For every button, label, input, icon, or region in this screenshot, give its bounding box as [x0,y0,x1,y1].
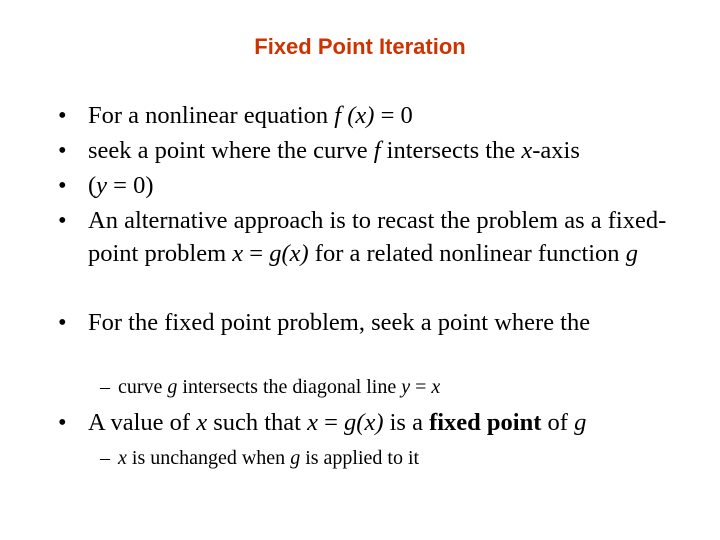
text-run: ( [88,172,97,199]
math-g: g [290,447,301,469]
bullet-fixed-point-problem [58,306,668,339]
bullet-text [88,134,668,167]
math-y: y [401,376,411,398]
subbullet-marker: – [100,376,110,398]
math-y: y [96,172,108,199]
text-run: is applied to it [300,447,420,469]
math-x: x [307,409,318,436]
text-run: for a related nonlinear function [308,240,626,267]
text-run: seek a point where the curve [88,137,374,164]
math-g: g [574,409,587,436]
bullet-marker: • [58,137,67,164]
bullet-text [88,204,668,270]
math-x-arg: (x) [347,102,375,129]
math-g: g [625,240,638,267]
math-x: x [521,137,533,164]
text-run: is unchanged when [126,447,291,469]
bullet-seek-point [58,134,668,167]
text-run: = [410,376,432,398]
text-run: For a nonlinear equation [88,102,335,129]
math-g: g [167,376,178,398]
math-f: f [373,137,381,164]
text-run: of [541,409,575,436]
subbullet-unchanged [100,445,680,471]
bullet-text [88,406,668,439]
text-run: such that [207,409,308,436]
text-run: is a [383,409,430,436]
bullet-fixed-point-definition [58,406,668,439]
text-run: An alternative approach is to recast the problem as a fixed-point problem [88,207,667,267]
bullet-text [88,99,668,132]
math-x: x [118,447,127,469]
slide-title: Fixed Point Iteration [254,34,466,59]
bullet-marker: • [58,102,67,129]
math-gx: g(x) [269,240,309,267]
text-run: = 0) [107,172,154,199]
subbullet-diagonal-line [100,374,680,400]
subbullet-marker: – [100,447,110,469]
bullet-marker: • [58,207,67,234]
bullet-nonlinear-equation [58,99,668,132]
text-run: intersects the [380,137,522,164]
bullet-y-zero [58,169,668,202]
text-run: = [317,409,345,436]
bullet-text [88,169,668,202]
bullet-marker: • [58,172,67,199]
text-run: intersects the diagonal line [177,376,402,398]
text-run: = [243,240,270,267]
math-gx: g(x) [344,409,384,436]
math-x: x [196,409,208,436]
subbullet-text [118,445,680,471]
bullet-marker: • [58,309,67,336]
subbullet-text [118,374,680,400]
math-f: f [334,102,342,129]
math-x: x [431,376,441,398]
text-run: = 0 [374,102,413,129]
text-run: curve [118,376,168,398]
bullet-marker: • [58,409,67,436]
bullet-alternative-approach [58,204,668,270]
text-run: A value of [88,409,197,436]
bullet-text: For the fixed point problem, seek a point where the [88,309,591,336]
text-run: -axis [532,137,580,164]
math-x: x [232,240,244,267]
term-fixed-point: fixed point [429,409,542,436]
